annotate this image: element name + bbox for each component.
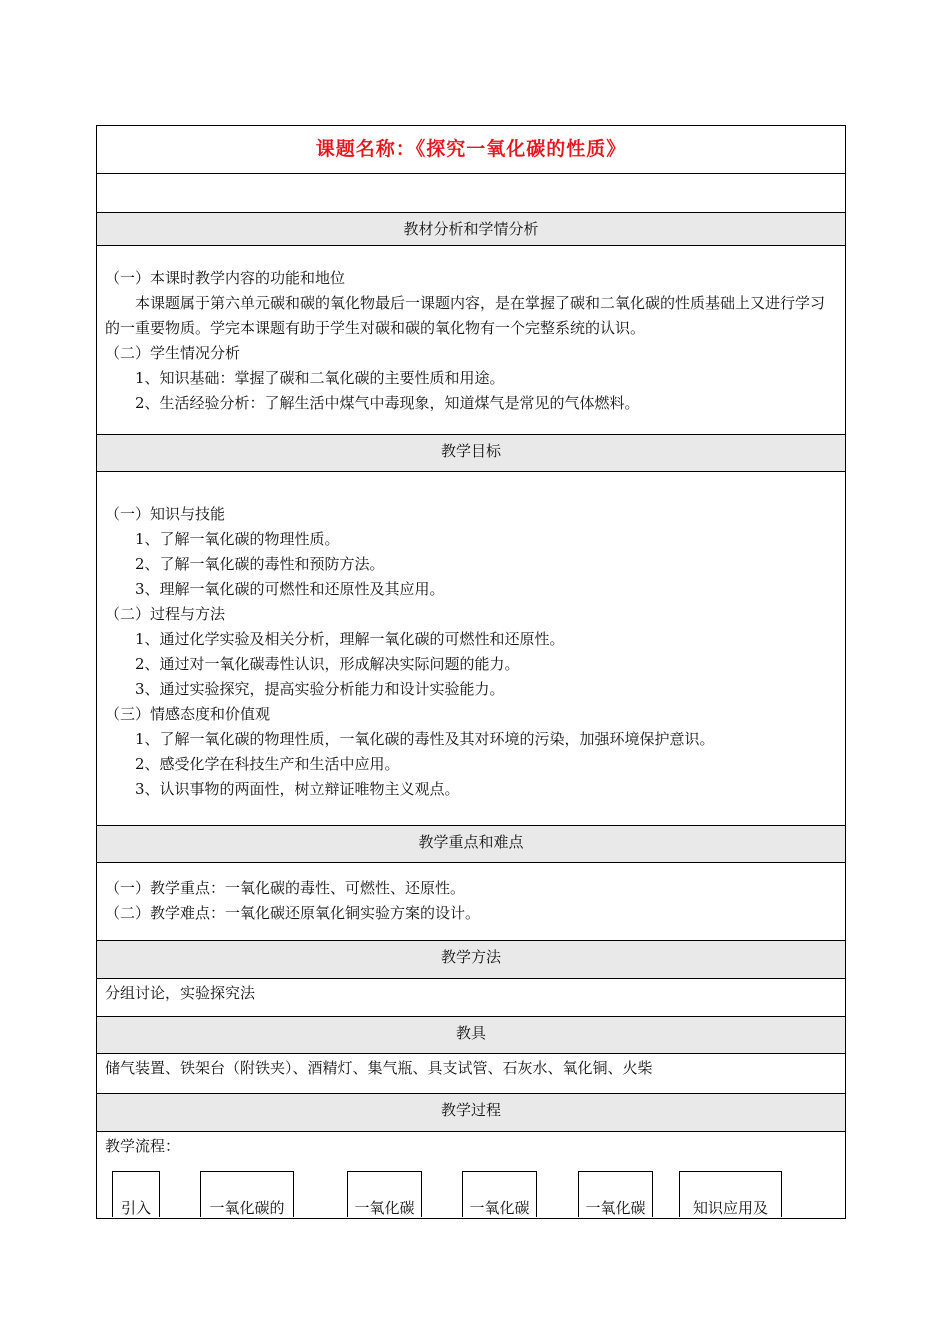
lesson-plan-table [96, 125, 846, 1219]
flow-box: 一氧化碳 [578, 1171, 653, 1217]
tools-header-row [97, 1017, 845, 1054]
keypoint-difficulty: （二）教学难点：一氧化碳还原氧化铜实验方案的设计。 [105, 904, 481, 922]
goals-header-row [97, 435, 845, 472]
keypoints-header: 教学重点和难点 [418, 833, 524, 851]
flow-box-intro: 引入 [112, 1171, 160, 1217]
method-body-row [97, 979, 845, 1017]
analysis-item-1: 1、知识基础：掌握了碳和二氧化碳的主要性质和用途。 [135, 369, 505, 387]
page-title: 课题名称：《探究一氧化碳的性质》 [315, 138, 627, 160]
title-row [97, 126, 845, 174]
goals-item: 2、感受化学在科技生产和生活中应用。 [135, 755, 400, 773]
flow-box: 知识应用及 [679, 1171, 782, 1217]
analysis-item-2: 2、生活经验分析：了解生活中煤气中毒现象，知道煤气是常见的气体燃料。 [135, 394, 640, 412]
analysis-paragraph: 本课题属于第六单元碳和碳的氧化物最后一课题内容，是在掌握了碳和二氧化碳的性质基础上又进行学习的一重要物质。学完本课题有助于学生对碳和碳的氧化物有一个完整系统的认识。 [105, 294, 826, 337]
keypoints-header-row [97, 826, 845, 863]
method-header-row [97, 941, 845, 979]
flow-label: 教学流程： [105, 1137, 181, 1155]
goals-item: 3、认识事物的两面性，树立辩证唯物主义观点。 [135, 780, 460, 798]
goals-heading-1: （一）知识与技能 [105, 505, 226, 523]
process-header-row [97, 1094, 845, 1132]
keypoint-focus: （一）教学重点：一氧化碳的毒性、可燃性、还原性。 [105, 879, 466, 897]
analysis-heading-1: （一）本课时教学内容的功能和地位 [105, 269, 346, 287]
method-content: 分组讨论，实验探究法 [105, 984, 256, 1002]
analysis-heading-2: （二）学生情况分析 [105, 344, 241, 362]
goals-item: 1、了解一氧化碳的物理性质。 [135, 530, 340, 548]
flow-box: 一氧化碳 [462, 1171, 537, 1217]
tools-content: 储气装置、铁架台（附铁夹）、酒精灯、集气瓶、具支试管、石灰水、氧化铜、火柴 [105, 1059, 653, 1077]
analysis-body-row [97, 246, 845, 435]
flow-box: 一氧化碳的 [200, 1171, 294, 1217]
goals-item: 2、了解一氧化碳的毒性和预防方法。 [135, 555, 385, 573]
goals-item: 3、理解一氧化碳的可燃性和还原性及其应用。 [135, 580, 445, 598]
tools-body-row [97, 1054, 845, 1094]
analysis-header-row [97, 213, 845, 246]
flow-box: 一氧化碳 [347, 1171, 422, 1217]
goals-item: 3、通过实验探究，提高实验分析能力和设计实验能力。 [135, 680, 505, 698]
goals-body-row [97, 472, 845, 826]
process-header: 教学过程 [440, 1101, 501, 1119]
process-body-row [97, 1132, 845, 1218]
analysis-header: 教材分析和学情分析 [403, 220, 539, 238]
goals-item: 1、通过化学实验及相关分析，理解一氧化碳的可燃性和还原性。 [135, 630, 565, 648]
flow-chart [97, 1171, 845, 1217]
keypoints-body-row [97, 863, 845, 941]
goals-header: 教学目标 [440, 442, 501, 460]
goals-item: 1、了解一氧化碳的物理性质，一氧化碳的毒性及其对环境的污染，加强环境保护意识。 [135, 730, 715, 748]
goals-item: 2、通过对一氧化碳毒性认识，形成解决实际问题的能力。 [135, 655, 520, 673]
goals-heading-3: （三）情感态度和价值观 [105, 705, 271, 723]
tools-header: 教具 [455, 1024, 486, 1042]
method-header: 教学方法 [440, 948, 501, 966]
goals-heading-2: （二）过程与方法 [105, 605, 226, 623]
empty-row [97, 174, 845, 213]
